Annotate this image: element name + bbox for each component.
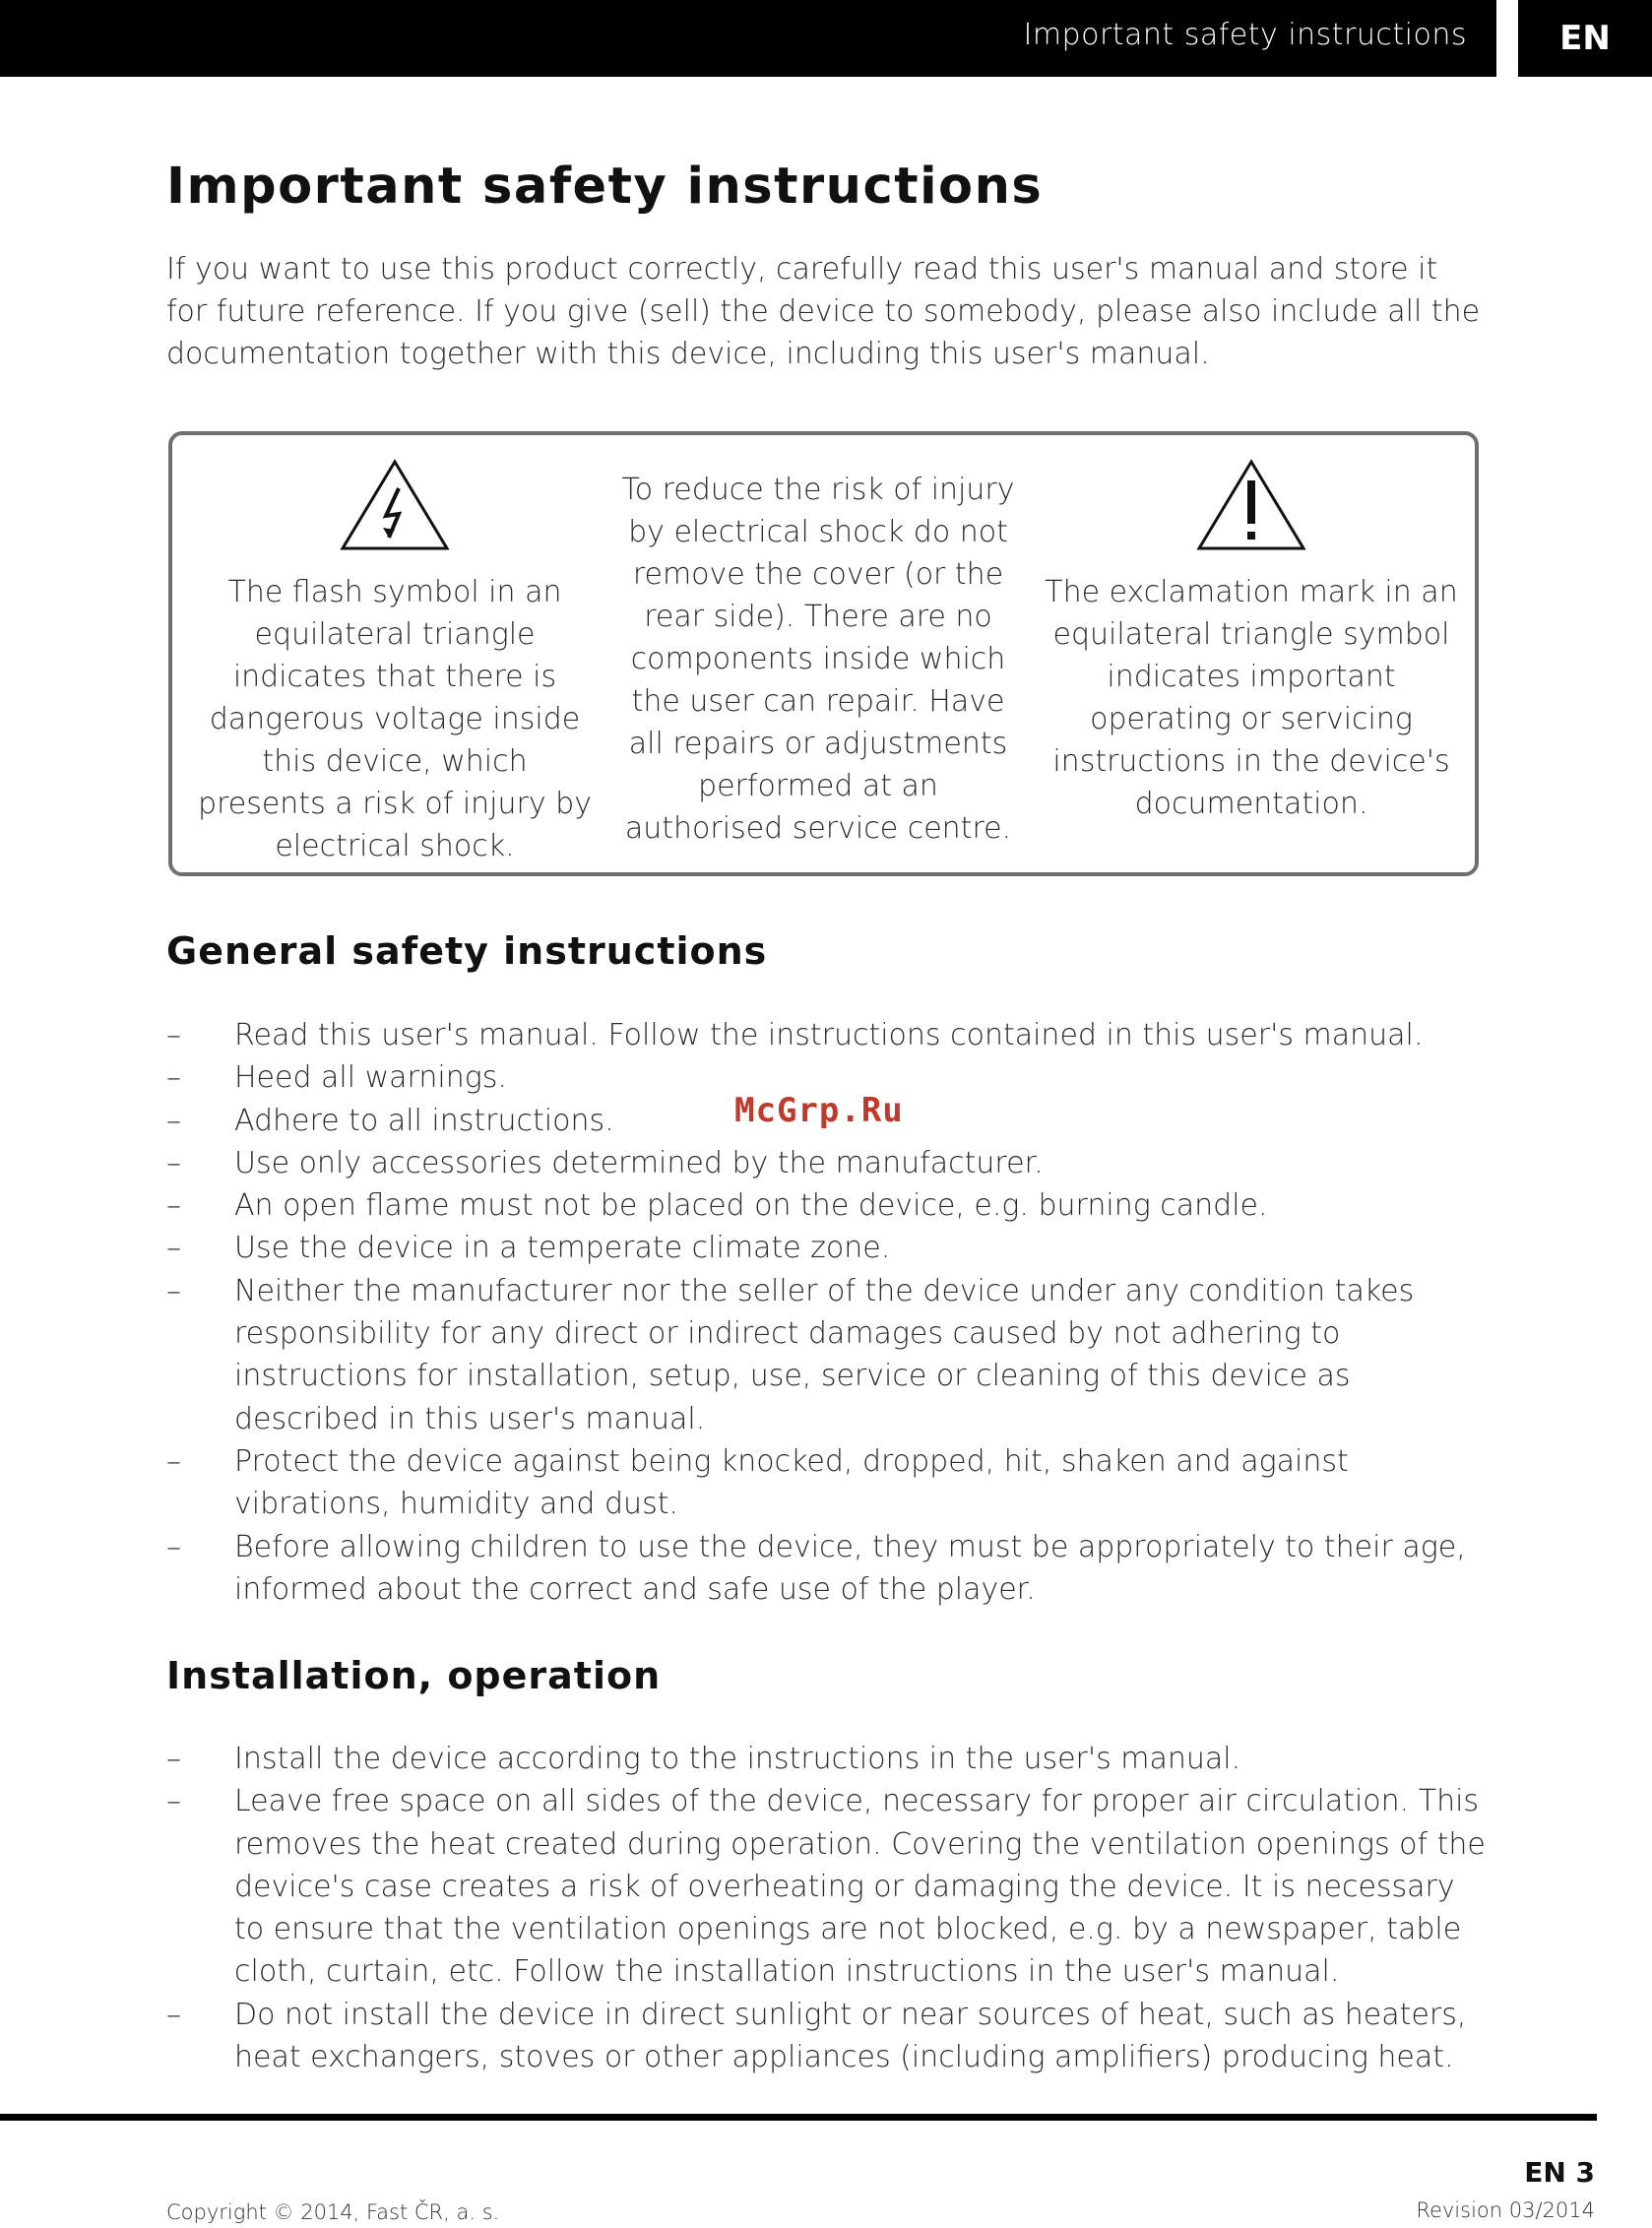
list-item-text: Before allowing children to use the device, they must be appropriately to their age, informed about the correct and safe use of the player. (234, 1529, 1466, 1607)
page-title: Important safety instructions (166, 158, 1044, 216)
list-item-text: Install the device according to the instructions in the user's manual. (234, 1742, 1241, 1776)
general-heading: General safety instructions (166, 929, 768, 973)
list-item (166, 1994, 1486, 2079)
dash-marker: – (166, 1060, 181, 1096)
watermark: McGrp.Ru (734, 1091, 904, 1130)
exclamation-triangle-icon (1196, 459, 1306, 551)
list-item-text: Use only accessories determined by the manufacturer. (234, 1145, 1044, 1180)
copyright: Copyright © 2014, Fast ČR, a. s. (166, 2200, 500, 2224)
dash-marker: – (166, 1742, 181, 1776)
list-item-text: Leave free space on all sides of the device, necessary for proper air circulation. This removes the heat created during operation. Covering the ventilation openings of the device's case creates a risk of overheating or damaging the device. It is necessary to ensure that the ventilation openings are not blocked, e.g. by a newspaper, table cloth, curtain, etc. Follow the installation instructions in the user's manual. (234, 1784, 1486, 1990)
warning-right-text: The exclamation mark in an equilateral triangle symbol indicates important operating or servicing instructions in the device's documentation. (1045, 575, 1458, 821)
list-item-text: Heed all warnings. (234, 1060, 507, 1096)
warning-box (168, 431, 1479, 876)
dash-marker: – (166, 1443, 181, 1479)
footer-divider (0, 2114, 1597, 2121)
warning-right (1045, 435, 1458, 825)
list-item (166, 1526, 1486, 1612)
list-item-text: An open flame must not be placed on the device, e.g. burning candle. (234, 1188, 1268, 1224)
list-item-text: Read this user's manual. Follow the instructions contained in this user's manual. (234, 1018, 1424, 1052)
revision: Revision 03/2014 (1416, 2198, 1595, 2222)
list-item (166, 1014, 1486, 1056)
header-bar (0, 0, 1496, 77)
list-item (166, 1270, 1486, 1440)
list-item (166, 1440, 1486, 1526)
list-item-text: Do not install the device in direct sunlight or near sources of heat, such as heaters, heat exchangers, stoves or other appliances (including amplifiers) producing heat. (234, 1997, 1467, 2075)
list-item-text: Protect the device against being knocked, dropped, hit, shaken and against vibrations, humidity and dust. (234, 1443, 1349, 1522)
dash-marker: – (166, 1188, 181, 1224)
dash-marker: – (166, 1145, 181, 1180)
page-number: EN 3 (1524, 2156, 1595, 2189)
dash-marker: – (166, 1273, 181, 1308)
warning-left-text: The flash symbol in an equilateral triangle indicates that there is dangerous voltage inside this device, which presents a risk of injury by electrical shock. (198, 575, 592, 863)
installation-heading: Installation, operation (166, 1654, 662, 1697)
list-item-text: Neither the manufacturer nor the seller of the device under any condition takes responsibility for any direct or indirect damages caused by not adhering to instructions for installation, setup, use, service or cleaning of this device as described in this user's manual. (234, 1273, 1415, 1436)
list-item (166, 1738, 1486, 1780)
header-title: Important safety instructions (1023, 18, 1467, 52)
installation-list (166, 1738, 1486, 2078)
dash-marker: – (166, 1529, 181, 1564)
dash-marker: – (166, 1103, 181, 1138)
dash-marker: – (166, 1784, 181, 1819)
language-badge: EN (1518, 0, 1652, 77)
list-item (166, 1184, 1486, 1227)
list-item (166, 1142, 1486, 1184)
dash-marker: – (166, 1018, 181, 1052)
list-item-text: Use the device in a temperate climate zone. (234, 1231, 891, 1266)
dash-marker: – (166, 1231, 181, 1266)
list-item (166, 1227, 1486, 1269)
list-item (166, 1780, 1486, 1993)
intro-paragraph: If you want to use this product correctly, carefully read this user's manual and store it for future reference. If you give (sell) the device to somebody, please also include all the documentation together with this device, including this user's manual. (166, 252, 1481, 371)
warning-middle (621, 469, 1015, 850)
warning-left (198, 435, 592, 867)
lightning-triangle-icon (340, 459, 450, 551)
warning-middle-text: To reduce the risk of injury by electrical shock do not remove the cover (or the rear side). There are no components inside which the user can repair. Have all repairs or adjustments performed at an authorised service centre. (621, 473, 1015, 846)
dash-marker: – (166, 1997, 181, 2032)
list-item-text: Adhere to all instructions. (234, 1103, 614, 1138)
